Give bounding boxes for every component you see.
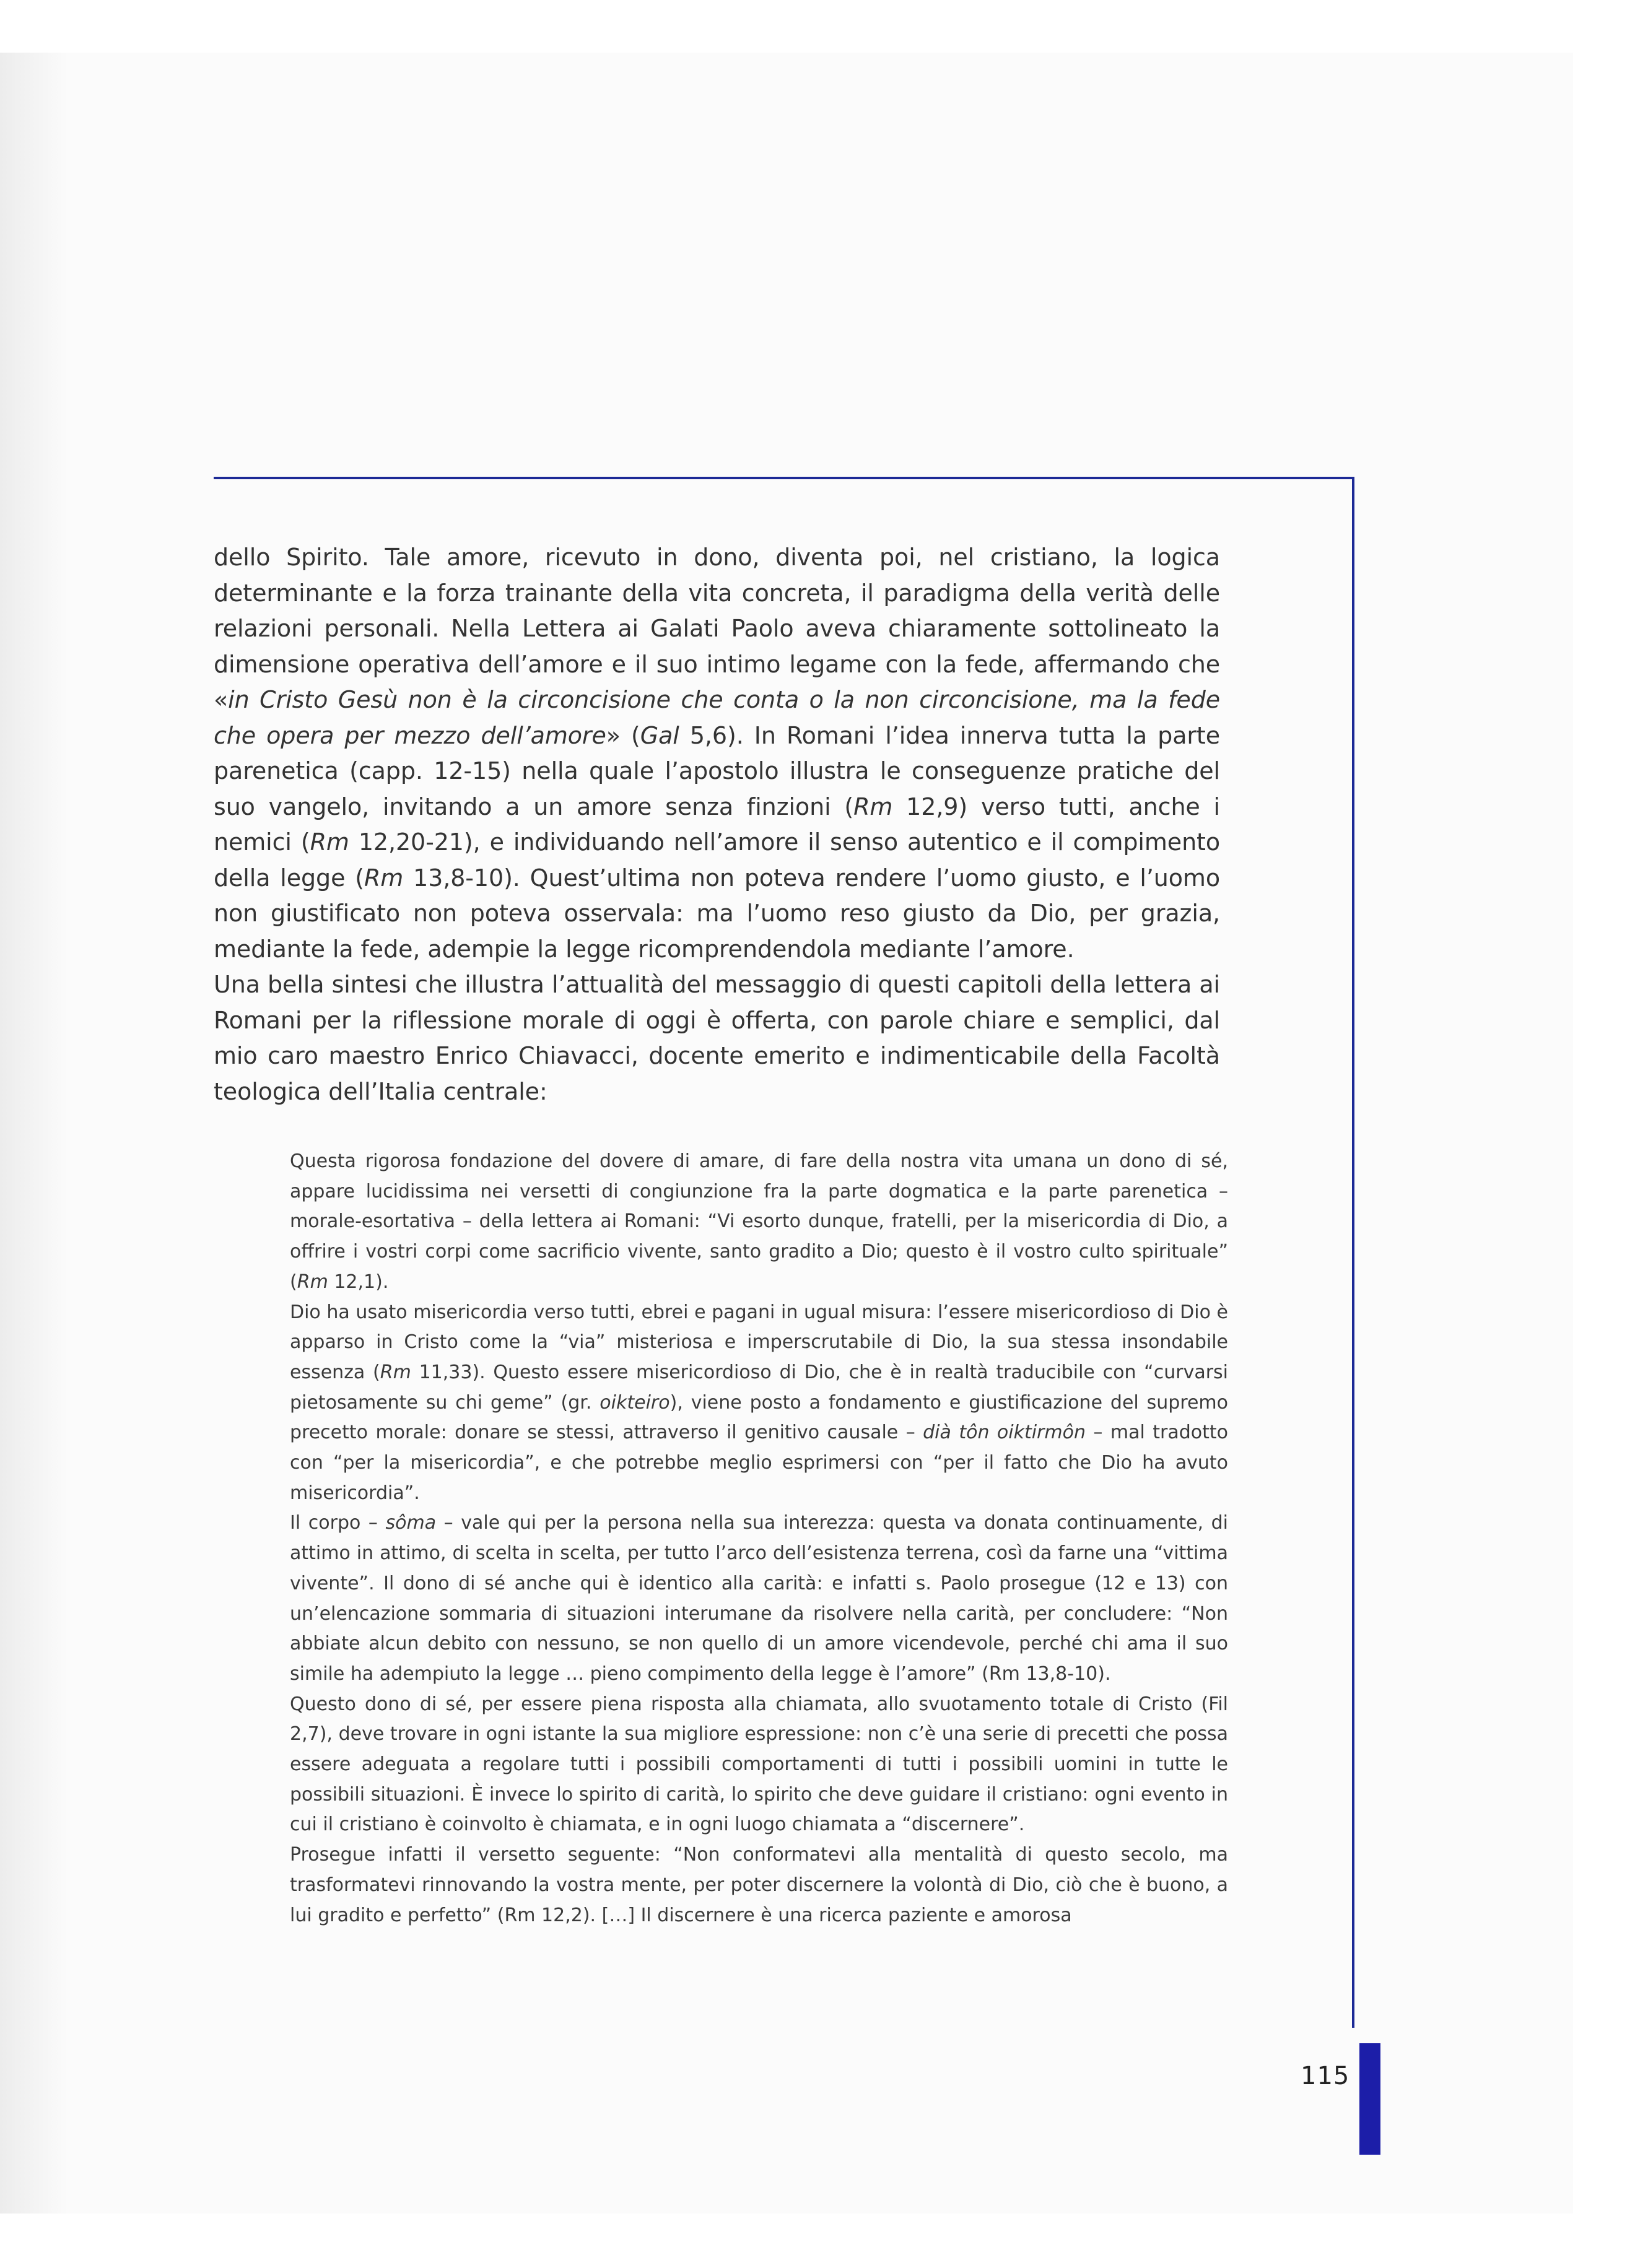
quote-paragraph: [290, 1298, 1228, 1509]
italic-text: sôma: [385, 1512, 437, 1534]
text-run: – mal tradotto con “per la misericordia”, e che potrebbe meglio esprimersi con “per il fatto che Dio ha avuto misericordia”.: [290, 1422, 1228, 1504]
text-run: Dio ha usato misericordia verso tutti, ebrei e pagani in ugual misura: l’essere misericordioso di Dio è apparso in Cristo come la “via” misteriosa e imperscrutabile di Dio, la sua stessa insondabile essenza (: [290, 1301, 1228, 1383]
text-run: Il corpo –: [290, 1512, 386, 1534]
italic-text: Rm: [310, 828, 349, 856]
text-run: 5,6). In Romani l’idea innerva tutta la parte parenetica (capp. 12-15) nella quale l’apostolo illustra le conseguenze pratiche del suo vangelo, invitando a un amore senza finzioni (: [214, 721, 1220, 820]
quote-paragraph: [290, 1840, 1228, 1931]
text-run: – vale qui per la persona nella sua interezza: questa va donata continuamente, di attimo in attimo, di scelta in scelta, per tutto l’arco dell’esistenza terrena, così da farne una “vittima vivente”. Il dono di sé anche qui è identico alla carità: e infatti s. Paolo prosegue (12 e 13) con un’elencazione sommaria di situazioni interumane da risolvere nella carità, per concludere: “Non abbiate alcun debito con nessuno, se non quello di un amore vicendevole, perché chi ama il suo simile ha adempiuto la legge … pieno compimento della legge è l’amore” (Rm 13,8-10).: [290, 1512, 1228, 1685]
frame-right-rule: [1352, 477, 1354, 2028]
page-number: 115: [1301, 2062, 1350, 2090]
text-run: 12,1).: [328, 1271, 389, 1293]
text-run: Questo dono di sé, per essere piena risposta alla chiamata, allo svuotamento totale di Cristo (Fil 2,7), deve trovare in ogni istante la sua migliore espressione: non c’è una serie di precetti che possa essere adeguata a regolare tutti i possibili comportamenti di tutti i possibili uomini in tutte le possibili situazioni. È invece lo spirito di carità, lo spirito che deve guidare il cristiano: ogni evento in cui il cristiano è coinvolto è chiamata, e in ogni luogo chiamata a “discernere”.: [290, 1693, 1228, 1836]
italic-text: Rm: [297, 1271, 328, 1293]
block-quote: [290, 1147, 1228, 1931]
text-run: » (: [606, 721, 640, 749]
body-paragraph: [214, 540, 1220, 967]
italic-text: Gal: [640, 721, 679, 749]
text-run: 11,33). Questo essere misericordioso di Dio, che è in realtà traducibile con “curvarsi pietosamente su chi geme” (gr.: [290, 1361, 1229, 1414]
text-run: 12,20-21), e individuando nell’amore il senso autentico e il compimento della legge (: [214, 828, 1220, 892]
italic-text: dià tôn oiktirmôn: [923, 1422, 1086, 1444]
text-run: Una bella sintesi che illustra l’attualità del messaggio di questi capitoli della lettera ai Romani per la riflessione morale di oggi è offerta, con parole chiare e semplici, dal mio caro maestro Enrico Chiavacci, docente emerito e indimenticabile della Facoltà teologica dell’Italia centrale:: [214, 971, 1220, 1105]
page-number-bar: [1359, 2043, 1380, 2155]
italic-text: Rm: [380, 1361, 411, 1383]
body-paragraph: [214, 967, 1220, 1110]
italic-text: Rm: [364, 864, 404, 892]
italic-text: oikteiro: [600, 1391, 670, 1414]
quote-paragraph: [290, 1147, 1228, 1298]
quote-paragraph: [290, 1690, 1228, 1841]
italic-text: Rm: [853, 793, 893, 820]
text-run: ), viene posto a fondamento e giustificazione del supremo precetto morale: donare se stessi, attraverso il genitivo causale –: [290, 1391, 1228, 1444]
text-run: Prosegue infatti il versetto seguente: “Non conformatevi alla mentalità di questo secolo, ma trasformatevi rinnovando la vostra mente, per poter discernere la volontà di Dio, ciò che è buono, a lui gradito e perfetto” (Rm 12,2). […] Il discernere è una ricerca paziente e amorosa: [290, 1844, 1228, 1926]
text-run: 13,8-10). Quest’ultima non poteva rendere l’uomo giusto, e l’uomo non giustificato non poteva osservala: ma l’uomo reso giusto da Dio, per grazia, mediante la fede, adempie la legge ricomprendendola mediante l’amore.: [214, 864, 1220, 963]
quote-paragraph: [290, 1508, 1228, 1689]
text-run: Questa rigorosa fondazione del dovere di amare, di fare della nostra vita umana un dono di sé, appare lucidissima nei versetti di congiunzione fra la parte dogmatica e la parte parenetica – morale-esortativa – della lettera ai Romani: “Vi esorto dunque, fratelli, per la misericordia di Dio, a offrire i vostri corpi come sacrificio vivente, santo gradito a Dio; questo è il vostro culto spirituale” (: [290, 1150, 1228, 1293]
frame-top-rule: [214, 477, 1353, 479]
text-run: 12,9) verso tutti, anche i nemici (: [214, 793, 1220, 856]
body-text: [214, 540, 1220, 1110]
page-fold-shadow: [0, 53, 68, 2214]
text-run: dello Spirito. Tale amore, ricevuto in dono, diventa poi, nel cristiano, la logica determinante e la forza trainante della vita concreta, il paradigma della verità delle relazioni personali. Nella Lettera ai Galati Paolo aveva chiaramente sottolineato la dimensione operativa dell’amore e il suo intimo legame con la fede, affermando che «: [214, 544, 1220, 713]
italic-text: in Cristo Gesù non è la circoncisione che conta o la non circoncisione, ma la fede che opera per mezzo dell’amore: [214, 686, 1220, 749]
